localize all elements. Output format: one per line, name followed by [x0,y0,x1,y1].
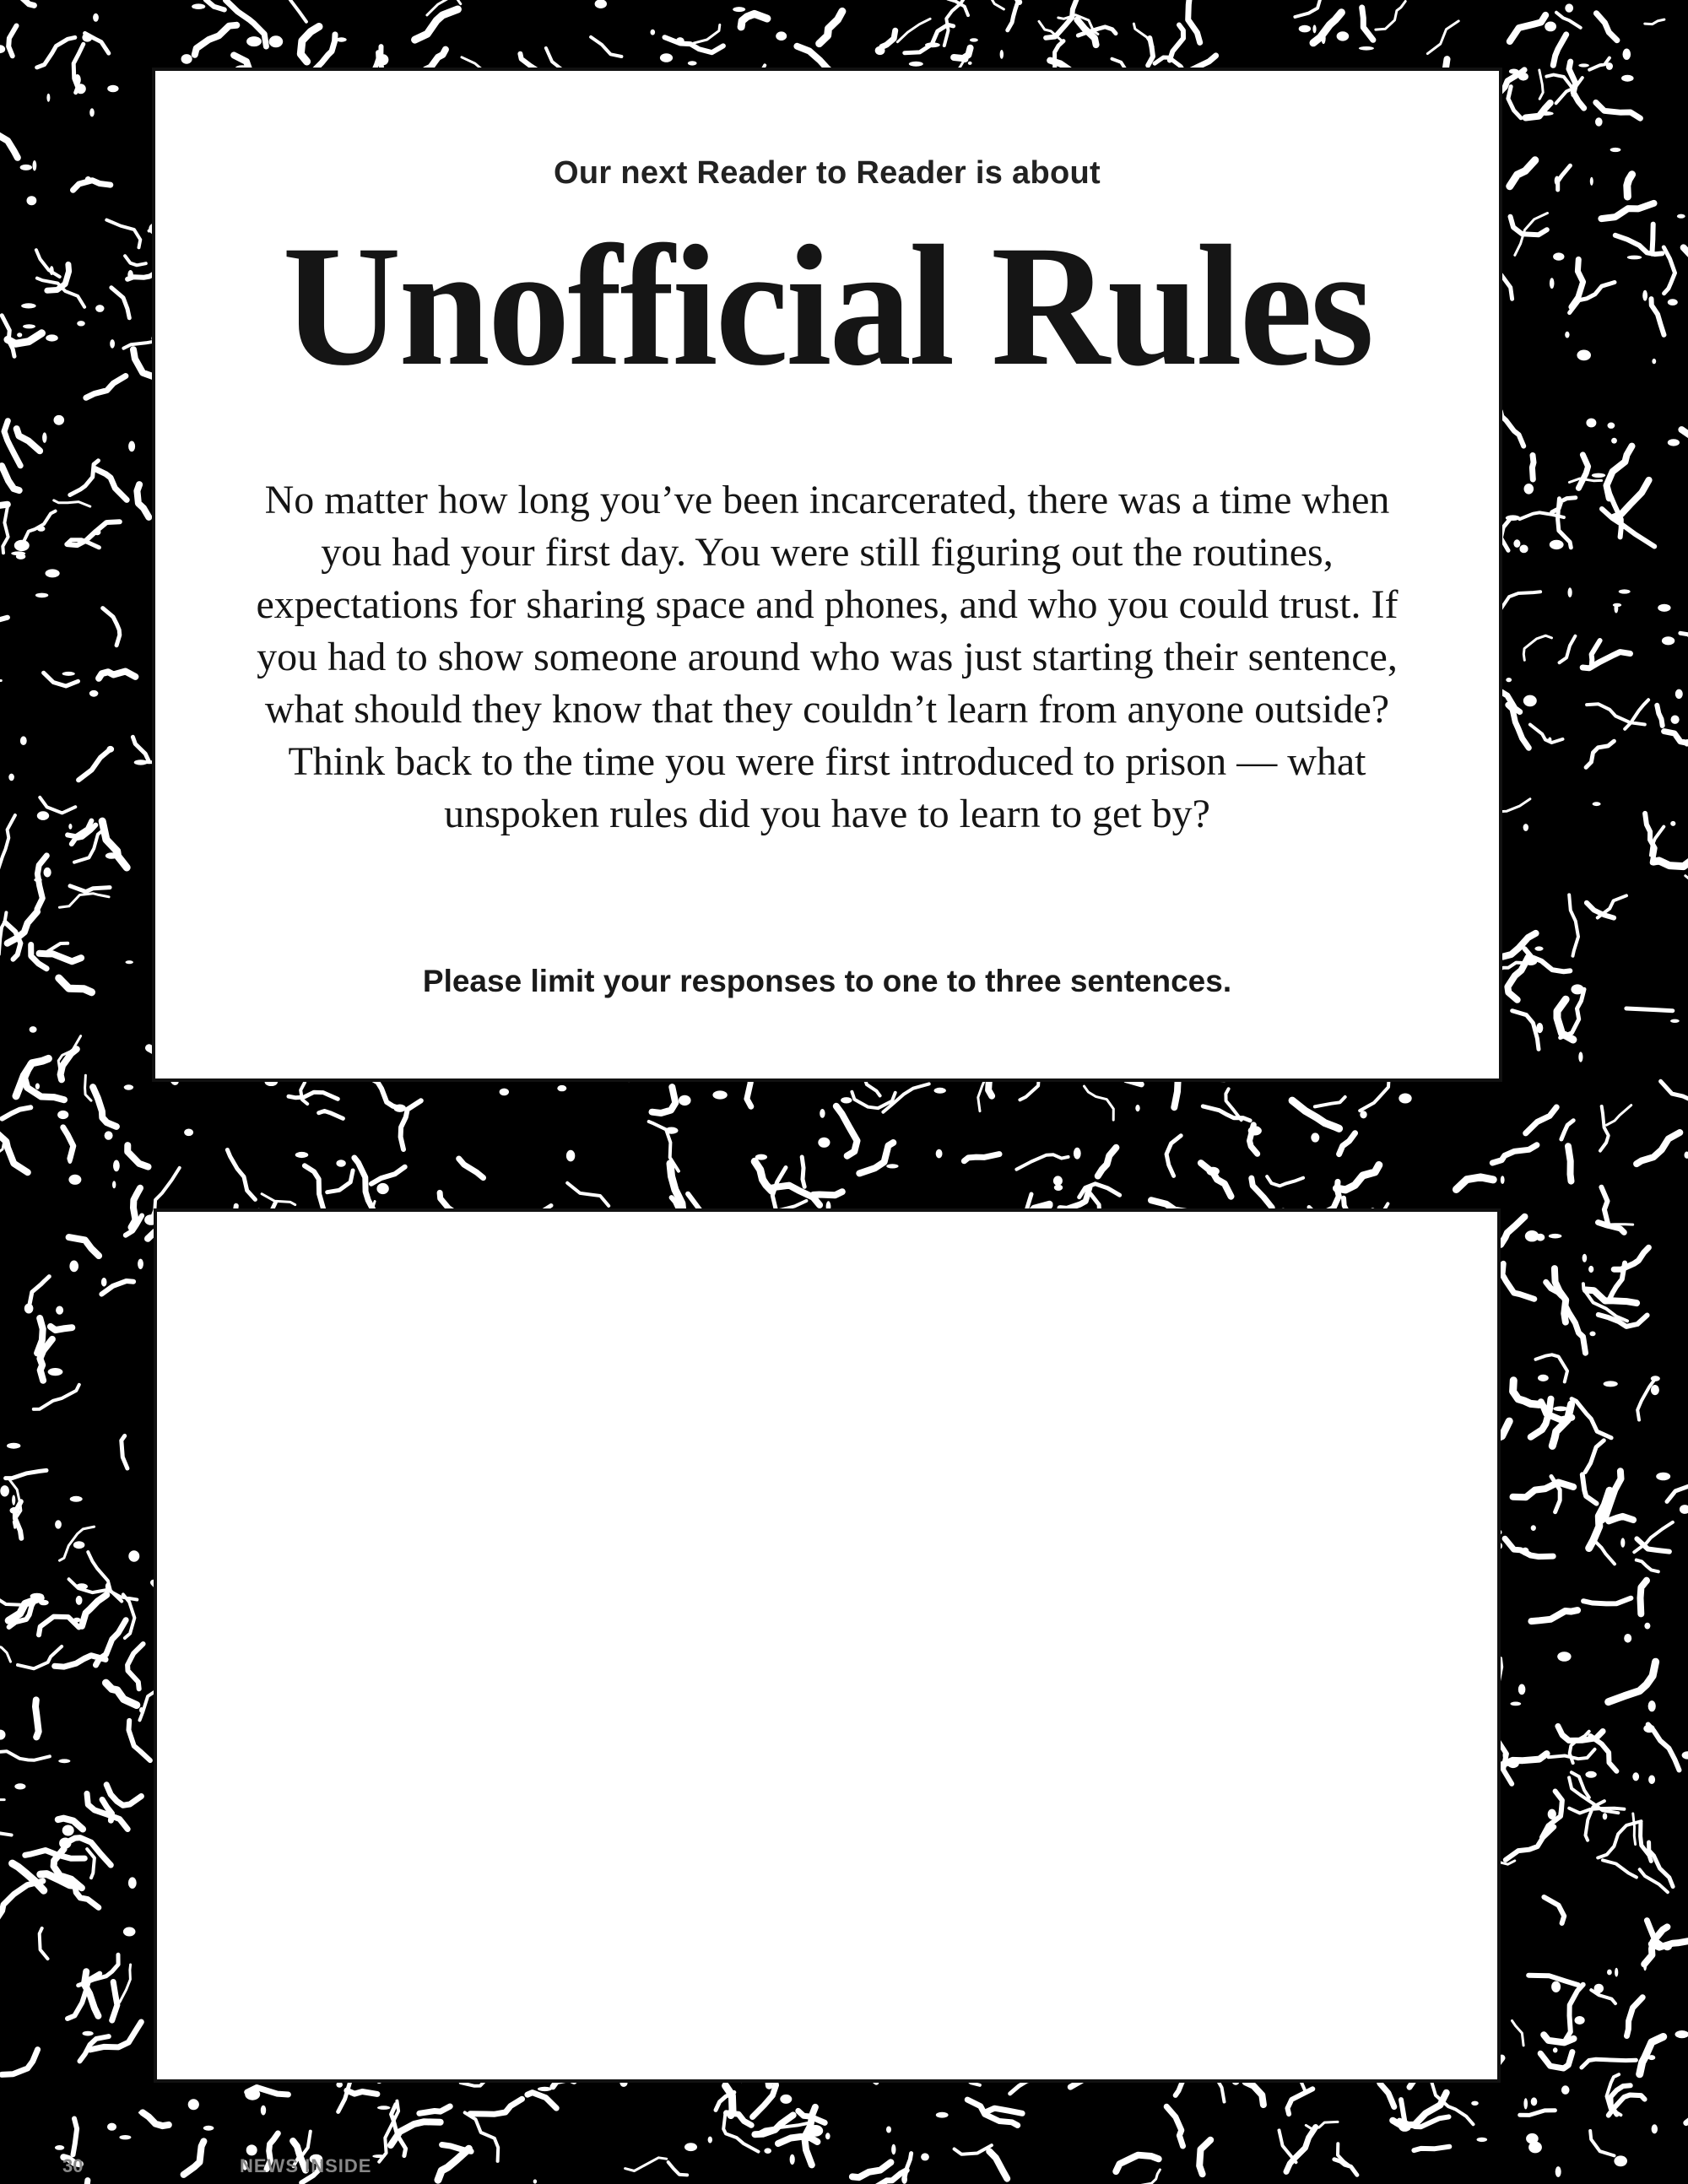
marble-fleck [12,1495,15,1506]
marble-fleck [1550,278,1555,289]
marble-fleck [34,878,41,882]
marble-fleck [1615,1968,1618,1977]
marble-fleck [1593,802,1601,806]
prompt-body: No matter how long you’ve been incarcerated, there was a time when you had your first day. You were still figuring out the routines, expectations for sharing space and phones, and who you could trust. If you had to show someone around who was just starting their sentence, what should they know that they couldn’t learn from anyone outside? Think back to the time you were first introduced to prison — what unspoken rules did you have to learn to get by? [256,478,1399,836]
marble-fleck [1575,2016,1585,2025]
marble-fleck [825,2133,830,2139]
marble-fleck [50,266,54,275]
marble-fleck [101,1278,107,1287]
marble-fleck [1656,1473,1670,1481]
marble-fleck [936,2112,949,2118]
marble-fleck [1299,25,1311,33]
marble-fleck [42,432,46,442]
marble-fleck [1565,3,1573,12]
marble-fleck [1509,69,1519,74]
marble-fleck [73,1541,85,1549]
prompt-panel [152,68,1502,1082]
marble-fleck [1359,46,1374,51]
marble-fleck [24,1304,34,1314]
marble-fleck [886,2127,891,2133]
marble-fleck [1471,2101,1479,2106]
marble-fleck [184,1129,193,1137]
page-number: 30 [62,2155,84,2176]
marble-fleck [1652,359,1656,364]
response-box[interactable] [154,1208,1501,2083]
marble-fleck [818,1138,830,1148]
marble-fleck [107,2123,116,2131]
marble-fleck [94,529,100,535]
marble-fleck [1582,1254,1588,1262]
marble-fleck [968,62,972,65]
marble-fleck [1557,1652,1571,1662]
marble-fleck [128,441,135,452]
marble-fleck [124,1084,133,1089]
marble-fleck [1644,1623,1650,1630]
marble-fleck [891,2144,895,2154]
marble-fleck [1519,545,1528,554]
marble-fleck [46,569,60,577]
marble-fleck [1648,1700,1656,1711]
marble-fleck [1510,1702,1521,1706]
marble-fleck [1553,1406,1568,1411]
marble-fleck [808,2125,823,2137]
marble-fleck [14,540,30,551]
marble-fleck [89,108,95,116]
marble-fleck [393,1105,406,1112]
marble-fleck [35,593,48,598]
marble-fleck [138,2111,147,2115]
marble-fleck [1670,1019,1680,1023]
marble-fleck [1518,1684,1526,1695]
marble-fleck [35,1084,40,1089]
marble-fleck [755,1154,767,1160]
marble-fleck [139,1707,143,1713]
marble-fleck [203,2126,214,2131]
marble-fleck [58,1759,70,1763]
marble-fleck [1619,589,1631,593]
marble-fleck [688,61,697,65]
marble-fleck [970,38,978,41]
marble-fleck [1555,2166,1561,2177]
marble-fleck [1623,48,1631,59]
marble-fleck [733,7,745,12]
marble-fleck [1524,957,1537,965]
marble-fleck [57,1111,68,1119]
marble-fleck [1531,1525,1536,1531]
marble-fleck [1477,2138,1488,2142]
marble-fleck [126,960,133,964]
marble-fleck [44,868,51,878]
marble-fleck [1526,2133,1539,2144]
marble-fleck [76,1596,83,1605]
marble-fleck [95,305,104,312]
marble-fleck [712,1090,727,1099]
marble-fleck [56,1306,63,1315]
marble-fleck [1592,473,1605,478]
marble-fleck [1577,350,1591,361]
marble-fleck [1523,2098,1528,2109]
marble-fleck [68,1154,73,1164]
marble-fleck [660,53,673,62]
marble-fleck [665,1127,679,1134]
marble-fleck [1539,111,1554,116]
marble-fleck [679,1095,691,1106]
marble-fleck [841,1097,852,1103]
marble-fleck [89,690,99,697]
marble-fleck [1550,540,1564,549]
marble-fleck [566,1150,575,1162]
marble-fleck [1652,2124,1658,2133]
marble-fleck [23,324,35,328]
marble-fleck [7,1443,20,1449]
marble-fleck [82,33,92,41]
marble-fleck [1588,1266,1593,1273]
marble-fleck [336,1160,345,1167]
marble-fleck [336,37,346,41]
marble-fleck [1658,604,1670,612]
marble-fleck [1523,824,1528,831]
marble-fleck [110,339,115,349]
marble-fleck [377,2106,390,2110]
marble-fleck [1589,1332,1595,1337]
marble-fleck [188,2099,199,2110]
marble-fleck [74,74,81,85]
marble-fleck [112,1181,116,1188]
marble-fleck [1627,256,1642,260]
marble-fleck [1607,1970,1612,1976]
marble-fleck [246,2144,257,2155]
marble-fleck [1663,1942,1672,1950]
marble-fleck [1648,1776,1655,1785]
marble-fleck [55,2145,64,2150]
marble-fleck [1337,31,1350,41]
marble-fleck [708,2137,712,2143]
marble-fleck [1506,515,1520,521]
marble-fleck [106,1583,110,1590]
marble-fleck [820,1109,825,1118]
marble-fleck [1610,148,1621,152]
marble-fleck [1311,1133,1319,1142]
marble-fleck [68,1175,81,1185]
marble-fleck [1506,678,1512,682]
marble-fleck [10,1507,20,1514]
marble-fleck [557,1085,566,1091]
marble-fleck [62,672,75,676]
marble-fleck [8,774,14,781]
marble-fleck [123,1927,136,1937]
marble-fleck [27,196,37,205]
marble-fleck [1312,24,1316,33]
marble-fleck [39,1600,49,1606]
marble-fleck [181,54,192,64]
marble-fleck [1135,1105,1139,1111]
marble-fleck [1604,1381,1618,1387]
marble-fleck [925,42,940,47]
marble-fleck [1670,821,1675,826]
marble-fleck [20,736,27,745]
marble-fleck [128,1550,139,1561]
marble-fleck [1642,290,1647,301]
marble-fleck [372,2154,386,2158]
marble-fleck [780,2095,792,2104]
marble-fleck [21,303,36,308]
marble-fleck [1603,1813,1608,1819]
marble-fleck [113,1160,120,1172]
marble-fleck [46,94,50,102]
marble-fleck [30,1026,37,1033]
marble-fleck [1000,50,1004,59]
marble-fleck [1565,332,1569,338]
marble-fleck [1648,2055,1656,2060]
marble-fleck [1590,177,1593,186]
publication-name: NEWS INSIDE [240,2155,372,2176]
marble-fleck [533,2179,537,2183]
marble-fleck [1651,1376,1660,1381]
marble-fleck [1524,484,1534,495]
marble-fleck [1248,1126,1262,1135]
marble-fleck [20,165,32,170]
marble-fleck [1322,32,1326,44]
marble-fleck [1548,738,1551,743]
marble-fleck [62,1825,74,1836]
marble-fleck [1662,636,1674,645]
marble-fleck [1578,63,1589,67]
marble-fleck [107,85,118,93]
marble-fleck [676,37,684,45]
marble-fleck [1624,1634,1631,1643]
marble-fleck [73,1618,81,1623]
marble-fleck [1606,62,1613,70]
marble-fleck [1643,1724,1654,1733]
marble-fleck [1522,1548,1529,1556]
marble-fleck [1531,2097,1538,2106]
marble-fleck [378,54,388,65]
marble-fleck [17,332,22,337]
marble-fleck [1549,1234,1562,1239]
marble-fleck [46,334,58,341]
marble-fleck [93,14,99,22]
marble-fleck [1595,117,1603,126]
marble-fleck [1536,1023,1543,1033]
marble-fleck [1611,438,1617,444]
marble-fleck [1501,1176,1505,1184]
marble-fleck [1671,716,1680,724]
marble-fleck [246,36,262,46]
marble-fleck [1536,1234,1545,1241]
marble-fleck [1594,1984,1604,1993]
marble-fleck [69,1261,78,1273]
marble-fleck [54,415,65,425]
marble-fleck [790,2154,795,2165]
marble-fleck [0,1485,9,1496]
marble-fleck [1503,1751,1508,1760]
marble-fleck [48,1368,63,1376]
marble-fleck [1668,299,1678,305]
marble-fleck [37,526,46,532]
marble-fleck [921,2153,929,2160]
marble-fleck [269,35,284,47]
marble-fleck [1507,1760,1519,1769]
marble-fleck [1643,1960,1647,1971]
marble-fleck [14,1783,25,1789]
marble-fleck [134,760,148,765]
marble-fleck [1548,1809,1556,1819]
marble-fleck [138,1259,143,1269]
marble-fleck [1518,73,1528,81]
marble-fleck [1561,2085,1570,2095]
marble-fleck [1534,946,1543,950]
marble-fleck [127,270,133,279]
marble-fleck [1620,1538,1625,1547]
marble-fleck [776,31,787,41]
marble-fleck [1651,1385,1659,1395]
marble-fleck [76,1583,88,1589]
marble-fleck [33,160,37,170]
marble-fleck [55,1520,62,1528]
marble-fleck [1668,439,1680,446]
marble-fleck [1643,1577,1650,1585]
marble-fleck [1615,603,1619,613]
marble-fleck [1054,1185,1063,1191]
marble-fleck [901,2175,907,2184]
marble-fleck [59,1838,71,1849]
kicker: Our next Reader to Reader is about [554,155,1101,191]
marble-fleck [1608,423,1615,429]
marble-fleck [1586,419,1596,428]
marble-fleck [1553,252,1564,260]
marble-fleck [764,2148,771,2154]
marble-fleck [500,1089,509,1096]
marble-fleck [1677,214,1685,219]
marble-fleck [1074,1148,1081,1160]
marble-fleck [1632,1772,1639,1781]
marble-fleck [1578,1051,1582,1062]
marble-fleck [1399,2121,1411,2132]
marble-fleck [30,1593,44,1599]
marble-fleck [70,1496,83,1502]
marble-fleck [107,746,115,753]
marble-fleck [1513,539,1520,548]
marble-fleck [538,2087,552,2091]
marble-fleck [192,3,205,9]
marble-fleck [1568,587,1572,597]
marble-fleck [936,1149,943,1159]
headline: Unofficial Rules [282,210,1372,402]
marble-fleck [105,1131,113,1139]
marble-fleck [1538,1375,1549,1381]
marble-fleck [886,1164,898,1168]
marble-fleck [245,2089,260,2100]
marble-fleck [68,824,72,830]
marble-fleck [1571,984,1583,994]
marble-fleck [128,1877,137,1889]
marble-fleck [909,62,923,67]
marble-fleck [1053,1176,1063,1186]
marble-fleck [651,30,656,35]
marble-fleck [85,176,91,184]
instruction: Please limit your responses to one to three sentences. [422,964,1232,998]
marble-fleck [684,2143,697,2151]
marble-fleck [1555,176,1560,186]
marble-fleck [960,57,968,62]
marble-fleck [261,2106,266,2116]
marble-fleck [1523,695,1537,707]
marble-fleck [1545,22,1556,32]
marble-fleck [106,852,118,859]
marble-fleck [1551,1981,1561,1992]
marble-fleck [11,551,25,555]
marble-fleck [83,2031,94,2036]
marble-fleck [119,2135,131,2139]
marble-fleck [1207,1167,1220,1176]
marble-fleck [1614,2155,1627,2166]
marble-fleck [875,46,885,55]
marble-fleck [77,321,85,326]
marble-fleck [295,1152,309,1158]
marble-fleck [1399,1094,1411,1104]
marble-fleck [934,1088,946,1094]
marble-fleck [1675,689,1683,699]
marble-fleck [376,1183,388,1194]
marble-fleck [1553,2047,1558,2052]
marble-fleck [37,811,49,820]
marble-fleck [1621,75,1634,82]
marble-fleck [1585,1771,1596,1778]
marble-fleck [1360,1111,1366,1118]
